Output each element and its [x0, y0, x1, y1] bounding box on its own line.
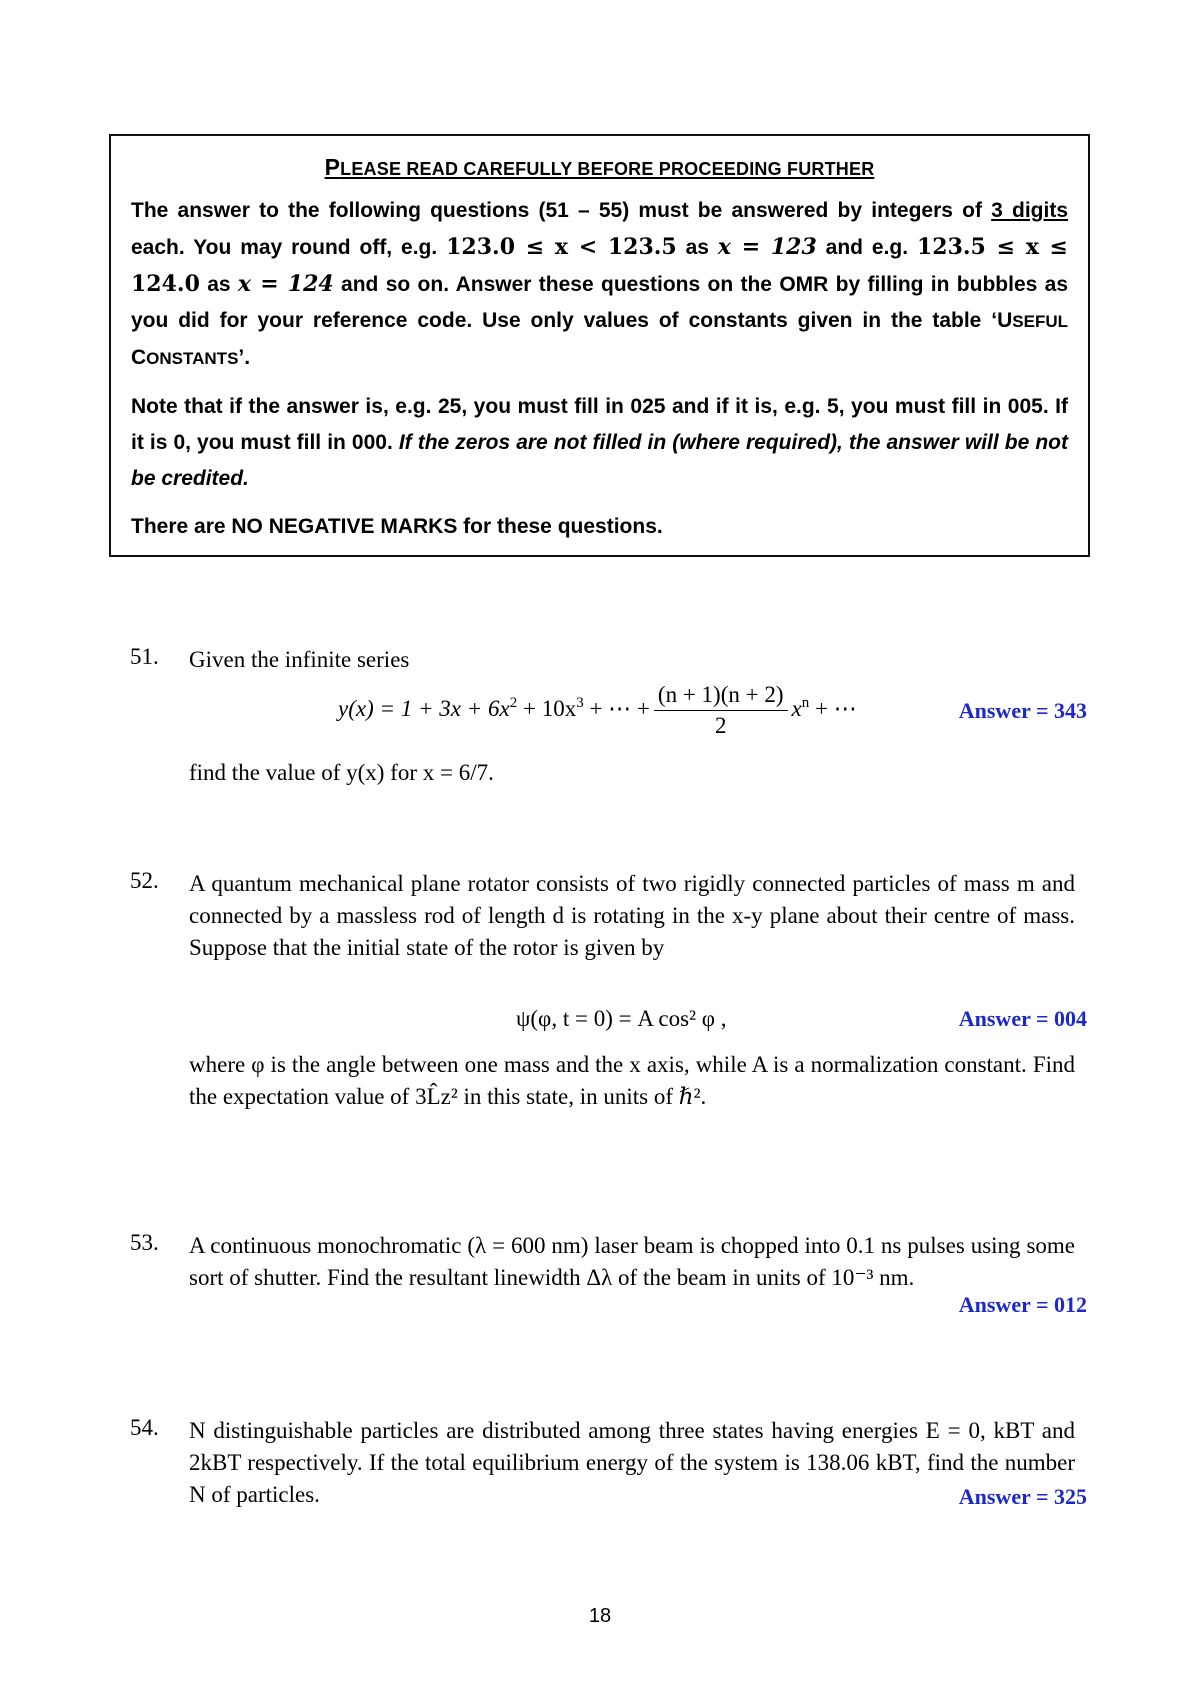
question-52-prompt: where φ is the angle between one mass and the x axis, while A is a normalization constant. Find the expectation value of 3L̂z² in this state, in units of ℏ². [189, 1052, 1075, 1109]
question-51-intro: Given the infinite series [189, 647, 410, 672]
question-52-equation: ψ(φ, t = 0) = A cos² φ , [516, 1006, 727, 1031]
question-51-equation: $y(x) = 1 + 3x + 6x^2 + 10x^3$ + ⋯ + $\frac{(n + 1)(n + 2)}{2}$ $x^n$ + ⋯ [338, 682, 857, 738]
question-54-number: 54. [130, 1415, 159, 1440]
question-51-answer: Answer = 343 [958, 698, 1087, 723]
question-52-number: 52. [130, 868, 159, 893]
question-53-answer: Answer = 012 [958, 1292, 1087, 1317]
instructions-paragraph-3: There are NO NEGATIVE MARKS for these questions. [131, 515, 663, 538]
instructions-paragraph-1: The answer to the following questions (51 – 55) must be answered by integers of 3 digits each. You may round off, e.g. 123.0 ≤ x < 123.5 as x = 123 and e.g. 123.5 ≤ x ≤ 124.0 as x = 124 and so on. Answer these questions on the OMR by filling in bubbles as you did for your reference code. Use only values of constants given in the table ‘USEFUL CONSTANTS’. [131, 199, 1069, 369]
question-51-prompt: find the value of y(x) for x = 6/7. [189, 760, 494, 785]
question-52-answer: Answer = 004 [958, 1006, 1087, 1031]
question-54-text: N distinguishable particles are distributed among three states having energies E = 0, kBT and 2kBT respectively. If the total equilibrium energy of the system is 138.06 kBT, find the number N of particles. [189, 1418, 1075, 1507]
instructions-title: PLEASE READ CAREFULLY BEFORE PROCEEDING FURTHER [324, 154, 875, 180]
instructions-box [109, 134, 1090, 557]
question-51-number: 51. [130, 644, 159, 669]
question-53-number: 53. [130, 1230, 159, 1255]
question-52-text: A quantum mechanical plane rotator consists of two rigidly connected particles of mass m and connected by a massless rod of length d is rotating in the x-y plane about their centre of mass. Suppose that the initial state of the rotor is given by [189, 871, 1075, 960]
question-53-text: A continuous monochromatic (λ = 600 nm) laser beam is chopped into 0.1 ns pulses using some sort of shutter. Find the resultant linewidth Δλ of the beam in units of 10⁻³ nm. [189, 1233, 1075, 1290]
instructions-paragraph-2: Note that if the answer is, e.g. 25, you must fill in 025 and if it is, e.g. 5, you must fill in 005. If it is 0, you must fill in 000. If the zeros are not filled in (where required), the answer will be not be credited. [131, 395, 1068, 490]
page-number: 18 [588, 1605, 612, 1627]
question-54-answer: Answer = 325 [958, 1484, 1087, 1509]
